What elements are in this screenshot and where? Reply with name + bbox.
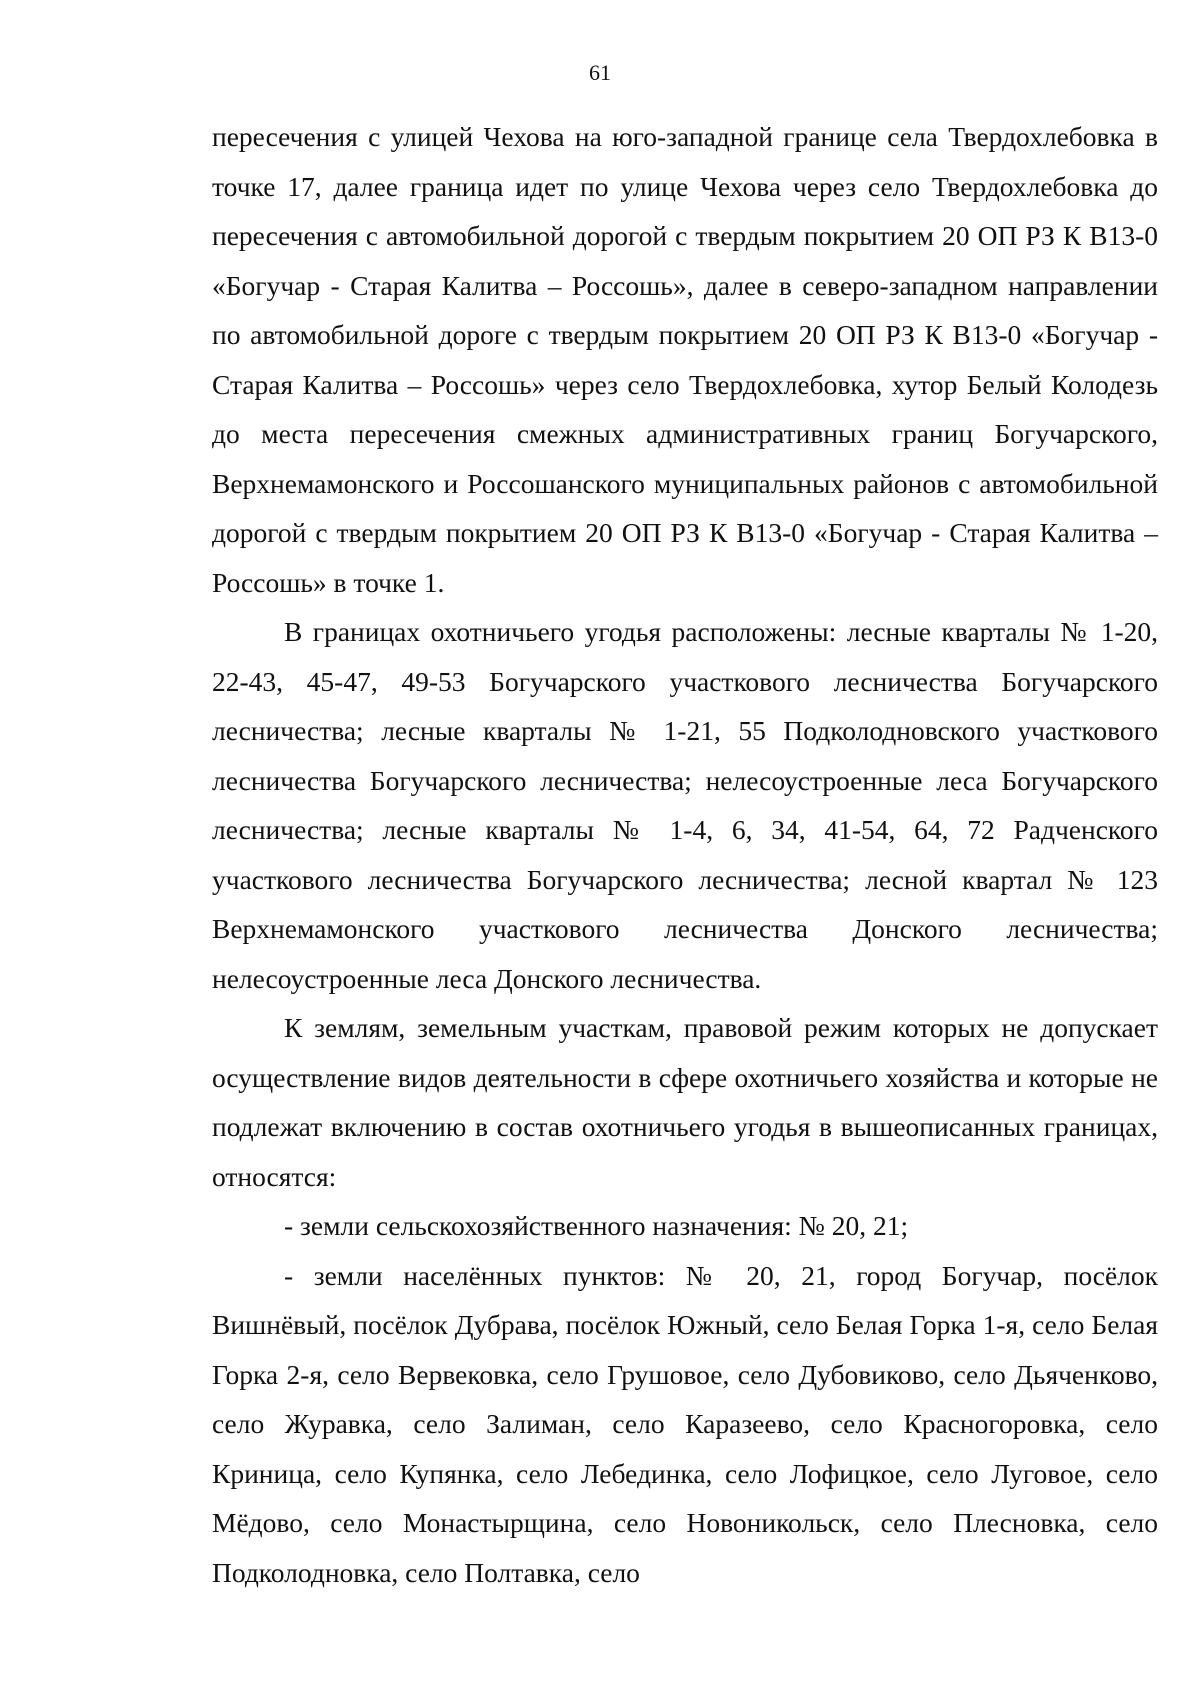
list-item-settlement-lands: - земли населённых пунктов: № 20, 21, город Богучар, посёлок Вишнёвый, посёлок Дубрава, посёлок Южный, село Белая Горка 1-я, село Белая Горка 2-я, село Вервековка, село Грушовое, село Дубовиково, село Дьяченково, село Журавка, село Залиман, село Каразеево, село Красногоровка, село Криница, село Купянка, село Лебединка, село Лофицкое, село Луговое, село Мёдово, село Монастырщина, село Новоникольск, село Плесновка, село Подколодновка, село Полтавка, село bbox=[212, 1259, 1158, 1588]
document-body bbox=[212, 112, 1158, 1597]
page-number: 61 bbox=[589, 60, 611, 85]
paragraph-forest-quarters: В границах охотничьего угодья расположены: лесные кварталы № 1-20, 22-43, 45-47, 49-53 Богучарского участкового лесничества Богучарского лесничества; лесные кварталы № 1-21, 55 Подколодновского участкового лесничества Богучарского лесничества; нелесоустроенные леса Богучарского лесничества; лесные кварталы № 1-4, 6, 34, 41-54, 64, 72 Радченского участкового лесничества Богучарского лесничества; лесной квартал № 123 Верхнемамонского участкового лесничества Донского лесничества; нелесоустроенные леса Донского лесничества. bbox=[212, 616, 1158, 994]
list-item-agricultural-lands: - земли сельскохозяйственного назначения: № 20, 21; bbox=[284, 1210, 909, 1241]
paragraph-boundary-continuation: пересечения с улицей Чехова на юго-западной границе села Твердохлебовка в точке 17, далее граница идет по улице Чехова через село Твердохлебовка до пересечения с автомобильной дорогой с твердым покрытием 20 ОП РЗ К В13-0 «Богучар - Старая Калитва – Россошь», далее в северо-западном направлении по автомобильной дороге с твердым покрытием 20 ОП РЗ К В13-0 «Богучар - Старая Калитва – Россошь» через село Твердохлебовка, хутор Белый Колодезь до места пересечения смежных административных границ Богучарского, Верхнемамонского и Россошанского муниципальных районов с автомобильной дорогой с твердым покрытием 20 ОП РЗ К В13-0 «Богучар - Старая Калитва – Россошь» в точке 1. bbox=[212, 121, 1158, 598]
paragraph-excluded-lands-intro: К землям, земельным участкам, правовой режим которых не допускает осуществление видов деятельности в сфере охотничьего хозяйства и которые не подлежат включению в состав охотничьего угодья в вышеописанных границах, относятся: bbox=[212, 1012, 1158, 1192]
